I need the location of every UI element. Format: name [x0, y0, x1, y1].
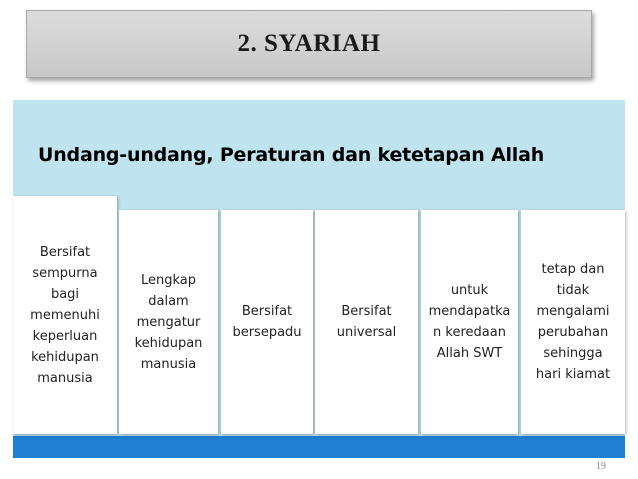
card-6: [521, 210, 625, 434]
slide-heading: Undang-undang, Peraturan dan ketetapan Allah: [38, 144, 545, 166]
card-2: [119, 210, 218, 434]
slide-title: 2. SYARIAH: [237, 30, 381, 57]
page-number: 19: [596, 461, 606, 472]
card-1: [13, 196, 117, 434]
accent-bar: [13, 436, 625, 458]
card-4: [315, 210, 418, 434]
card-text: Lengkap dalam mengatur kehidupan manusia: [134, 272, 203, 372]
card-text: Bersifat bersepadu: [232, 304, 302, 340]
title-box: [26, 10, 592, 78]
card-text: tetap dan tidak mengalami perubahan sehingga hari kiamat: [535, 262, 611, 382]
card-text: Bersifat universal: [336, 304, 397, 340]
card-5: [421, 210, 518, 434]
card-text: untuk mendapatka n keredaan Allah SWT: [428, 283, 511, 361]
card-text: Bersifat sempurna bagi memenuhi keperluan kehidupan manusia: [30, 244, 100, 386]
card-3: [221, 210, 313, 434]
